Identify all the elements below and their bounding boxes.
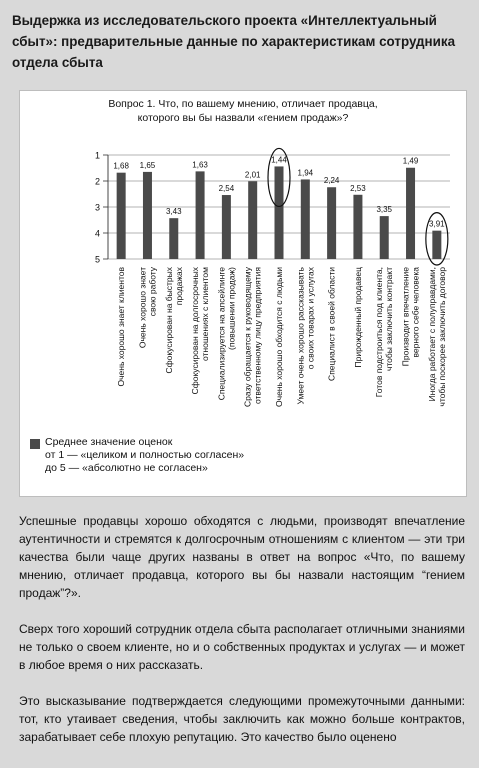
category-label: Иногда работает с полуправдами, (426, 267, 437, 402)
bar (353, 195, 362, 259)
category-label: чтобы поскорее заключить договор (436, 267, 447, 407)
bar-value-label: 2,54 (218, 184, 235, 194)
bar-value-label: 3,35 (376, 205, 393, 215)
category-label: Умеет очень хорошо рассказывать (295, 267, 306, 405)
category-label: Очень хорошо знает (137, 267, 148, 349)
bar (432, 231, 441, 259)
bar (301, 179, 310, 259)
bar-value-label: 1,49 (402, 156, 419, 166)
category-label: чтобы заключить контракт (384, 267, 395, 372)
bar-value-label: 3,91 (429, 219, 445, 229)
chart-title-line-2: которого вы бы назвали «гением продаж»? (137, 112, 349, 124)
bar (117, 173, 126, 259)
category-label: Сфокусирован на долгосрочных (190, 267, 201, 395)
bar-value-label: 1,65 (139, 160, 156, 170)
category-label: Специалист в своей области (326, 267, 337, 381)
bar (196, 171, 205, 259)
paragraph-1: Успешные продавцы хорошо обходятся с людьми, производят впечатление аутентичности и стремятся к долгосрочным отношениям с клиентом — эти три качества были чаще других названы в ответ на вопрос «Что, по вашему мнению, отличает продавца, которого вы бы назвали настоящим “гением продаж”?». (19, 514, 465, 600)
category-label: Очень хорошо обходится с людьми (274, 267, 284, 407)
bar-value-label: 1,94 (297, 168, 314, 178)
category-label: отношениях с клиентом (200, 267, 211, 361)
bar-value-label: 2,53 (350, 183, 366, 193)
bar-value-label: 2,24 (323, 176, 340, 186)
chart-box (19, 90, 467, 497)
legend-line-2: от 1 — «целиком и полностью согласен» (45, 449, 245, 461)
category-label: Готов подстроиться под клиента, (374, 267, 385, 398)
bar-value-label: 1,63 (192, 160, 208, 170)
category-label: о своих товарах и услугах (305, 267, 316, 370)
bar (143, 172, 152, 259)
bar (327, 187, 336, 259)
bar-value-label: 1,68 (113, 161, 129, 171)
bar-value-label: 2,01 (244, 170, 261, 180)
chart-title-line-1: Вопрос 1. Что, по вашему мнению, отличает продавца, (108, 98, 378, 110)
category-label: Прирожденный продавец (352, 267, 363, 368)
y-tick-label: 4 (94, 228, 100, 239)
bar (248, 181, 257, 259)
category-label: ответственному лицу предприятия (252, 267, 263, 404)
bar (222, 195, 231, 259)
category-label: продажах (173, 267, 184, 306)
paragraph-2: Сверх того хороший сотрудник отдела сбыта располагает отличными знаниями не только о своем клиенте, но и о собственных продуктах и услугах — и может в любое время о них рассказать. (19, 622, 465, 672)
bar (380, 216, 389, 259)
legend-swatch (30, 439, 40, 449)
page-title: Выдержка из исследовательского проекта «Интеллектуальный сбыт»: предварительные данные по характеристикам сотрудника отдела сбыта (12, 13, 456, 70)
bar (406, 168, 415, 259)
category-label: Очень хорошо знает клиентов (116, 267, 127, 387)
y-tick-label: 5 (94, 254, 100, 265)
bar-value-label: 3,43 (165, 207, 182, 217)
category-label: Сразу обращается к руководящему (242, 267, 253, 407)
paragraph-3: Это высказывание подтверждается следующими промежуточными данными: тот, кто утаивает сведения, чтобы заключить как можно больше контрактов, зарабатывает себе плохую репутацию. Это качество было оценено (19, 694, 465, 744)
category-label: верного себе человека (410, 267, 421, 358)
y-tick-label: 1 (94, 150, 100, 161)
bar-value-label: 1,44 (271, 155, 287, 165)
category-label: Производит впечатление (400, 267, 411, 367)
y-tick-label: 2 (94, 176, 100, 187)
bar (275, 166, 284, 259)
y-tick-label: 3 (94, 202, 100, 213)
category-label: свою работу (147, 267, 158, 317)
legend-line-3: до 5 — «абсолютно не согласен» (45, 462, 208, 474)
category-label: (повышении продаж) (226, 267, 237, 350)
category-label: Специализируется на апсейлинге (216, 267, 227, 401)
legend-line-1: Среднее значение оценок (45, 436, 173, 448)
legend (45, 436, 244, 475)
bar (169, 218, 178, 259)
category-label: Сфокусирован на быстрых (163, 267, 174, 374)
